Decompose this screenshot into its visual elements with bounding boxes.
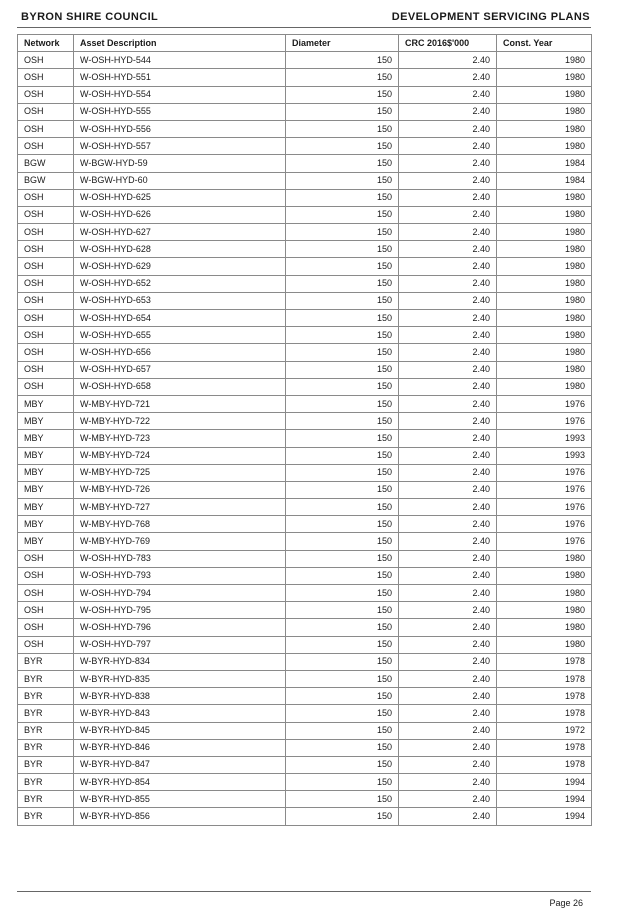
- cell-diameter: 150: [286, 499, 399, 516]
- cell-const-year: 1980: [497, 138, 592, 155]
- cell-diameter: 150: [286, 688, 399, 705]
- cell-asset-description: W-BYR-HYD-845: [74, 722, 286, 739]
- cell-network: OSH: [18, 103, 74, 120]
- table-row: [18, 756, 592, 773]
- cell-asset-description: W-MBY-HYD-721: [74, 395, 286, 412]
- cell-const-year: 1993: [497, 430, 592, 447]
- cell-network: OSH: [18, 327, 74, 344]
- cell-asset-description: W-BYR-HYD-856: [74, 808, 286, 825]
- table-row: [18, 275, 592, 292]
- table-row: [18, 670, 592, 687]
- cell-const-year: 1980: [497, 619, 592, 636]
- cell-asset-description: W-OSH-HYD-656: [74, 344, 286, 361]
- cell-crc: 2.40: [399, 636, 497, 653]
- cell-diameter: 150: [286, 413, 399, 430]
- page-header: [21, 9, 590, 25]
- table-row: [18, 155, 592, 172]
- cell-network: OSH: [18, 224, 74, 241]
- cell-diameter: 150: [286, 602, 399, 619]
- cell-network: OSH: [18, 69, 74, 86]
- cell-diameter: 150: [286, 670, 399, 687]
- cell-diameter: 150: [286, 447, 399, 464]
- cell-network: OSH: [18, 567, 74, 584]
- cell-const-year: 1994: [497, 808, 592, 825]
- cell-network: BYR: [18, 774, 74, 791]
- cell-const-year: 1980: [497, 103, 592, 120]
- cell-crc: 2.40: [399, 172, 497, 189]
- cell-const-year: 1980: [497, 344, 592, 361]
- cell-asset-description: W-BYR-HYD-847: [74, 756, 286, 773]
- cell-crc: 2.40: [399, 120, 497, 137]
- cell-crc: 2.40: [399, 86, 497, 103]
- cell-diameter: 150: [286, 774, 399, 791]
- cell-crc: 2.40: [399, 275, 497, 292]
- cell-const-year: 1984: [497, 155, 592, 172]
- table-row: [18, 585, 592, 602]
- cell-const-year: 1980: [497, 241, 592, 258]
- cell-network: BYR: [18, 688, 74, 705]
- cell-diameter: 150: [286, 585, 399, 602]
- cell-const-year: 1980: [497, 275, 592, 292]
- cell-diameter: 150: [286, 430, 399, 447]
- cell-const-year: 1976: [497, 464, 592, 481]
- cell-crc: 2.40: [399, 602, 497, 619]
- table-row: [18, 413, 592, 430]
- cell-const-year: 1980: [497, 585, 592, 602]
- cell-asset-description: W-OSH-HYD-654: [74, 310, 286, 327]
- cell-crc: 2.40: [399, 395, 497, 412]
- cell-const-year: 1976: [497, 499, 592, 516]
- footer-divider: [17, 891, 591, 892]
- cell-const-year: 1994: [497, 791, 592, 808]
- cell-network: OSH: [18, 120, 74, 137]
- cell-asset-description: W-OSH-HYD-653: [74, 292, 286, 309]
- cell-asset-description: W-OSH-HYD-628: [74, 241, 286, 258]
- table-row: [18, 378, 592, 395]
- cell-const-year: 1980: [497, 636, 592, 653]
- cell-network: OSH: [18, 602, 74, 619]
- cell-crc: 2.40: [399, 705, 497, 722]
- cell-asset-description: W-MBY-HYD-727: [74, 499, 286, 516]
- cell-const-year: 1980: [497, 292, 592, 309]
- cell-const-year: 1980: [497, 378, 592, 395]
- table-row: [18, 241, 592, 258]
- cell-const-year: 1978: [497, 688, 592, 705]
- cell-const-year: 1980: [497, 52, 592, 69]
- cell-network: BYR: [18, 722, 74, 739]
- cell-asset-description: W-OSH-HYD-795: [74, 602, 286, 619]
- table-row: [18, 653, 592, 670]
- cell-asset-description: W-BYR-HYD-854: [74, 774, 286, 791]
- table-row: [18, 567, 592, 584]
- cell-const-year: 1976: [497, 413, 592, 430]
- cell-diameter: 150: [286, 327, 399, 344]
- table-row: [18, 344, 592, 361]
- cell-crc: 2.40: [399, 430, 497, 447]
- cell-crc: 2.40: [399, 533, 497, 550]
- cell-asset-description: W-BYR-HYD-838: [74, 688, 286, 705]
- cell-diameter: 150: [286, 481, 399, 498]
- table-row: [18, 516, 592, 533]
- cell-asset-description: W-MBY-HYD-726: [74, 481, 286, 498]
- cell-network: OSH: [18, 258, 74, 275]
- cell-diameter: 150: [286, 155, 399, 172]
- cell-const-year: 1980: [497, 258, 592, 275]
- cell-network: OSH: [18, 585, 74, 602]
- cell-crc: 2.40: [399, 653, 497, 670]
- cell-crc: 2.40: [399, 791, 497, 808]
- header-divider: [17, 27, 591, 28]
- cell-network: MBY: [18, 464, 74, 481]
- cell-asset-description: W-OSH-HYD-551: [74, 69, 286, 86]
- table-row: [18, 120, 592, 137]
- cell-asset-description: W-OSH-HYD-555: [74, 103, 286, 120]
- cell-crc: 2.40: [399, 69, 497, 86]
- cell-crc: 2.40: [399, 413, 497, 430]
- cell-network: BGW: [18, 155, 74, 172]
- cell-network: BYR: [18, 705, 74, 722]
- table-row: [18, 172, 592, 189]
- table-row: [18, 464, 592, 481]
- cell-asset-description: W-BYR-HYD-834: [74, 653, 286, 670]
- cell-network: BYR: [18, 653, 74, 670]
- table-row: [18, 206, 592, 223]
- cell-diameter: 150: [286, 739, 399, 756]
- cell-network: MBY: [18, 533, 74, 550]
- cell-diameter: 150: [286, 705, 399, 722]
- cell-const-year: 1976: [497, 516, 592, 533]
- cell-const-year: 1980: [497, 361, 592, 378]
- cell-network: BYR: [18, 808, 74, 825]
- table-row: [18, 138, 592, 155]
- cell-network: MBY: [18, 516, 74, 533]
- cell-const-year: 1984: [497, 172, 592, 189]
- table-row: [18, 533, 592, 550]
- document-title: DEVELOPMENT SERVICING PLANS: [391, 11, 590, 23]
- cell-diameter: 150: [286, 120, 399, 137]
- cell-network: BYR: [18, 756, 74, 773]
- cell-const-year: 1980: [497, 310, 592, 327]
- cell-asset-description: W-BYR-HYD-846: [74, 739, 286, 756]
- cell-diameter: 150: [286, 241, 399, 258]
- cell-diameter: 150: [286, 172, 399, 189]
- cell-crc: 2.40: [399, 155, 497, 172]
- cell-asset-description: W-OSH-HYD-625: [74, 189, 286, 206]
- cell-crc: 2.40: [399, 688, 497, 705]
- cell-network: OSH: [18, 189, 74, 206]
- cell-diameter: 150: [286, 516, 399, 533]
- cell-diameter: 150: [286, 533, 399, 550]
- cell-const-year: 1978: [497, 756, 592, 773]
- cell-network: MBY: [18, 395, 74, 412]
- cell-crc: 2.40: [399, 344, 497, 361]
- cell-network: BGW: [18, 172, 74, 189]
- cell-asset-description: W-MBY-HYD-725: [74, 464, 286, 481]
- cell-network: MBY: [18, 430, 74, 447]
- cell-asset-description: W-OSH-HYD-796: [74, 619, 286, 636]
- cell-const-year: 1980: [497, 120, 592, 137]
- table-row: [18, 327, 592, 344]
- cell-diameter: 150: [286, 224, 399, 241]
- cell-asset-description: W-OSH-HYD-783: [74, 550, 286, 567]
- table-header-row: [18, 35, 592, 52]
- table-row: [18, 395, 592, 412]
- cell-const-year: 1976: [497, 533, 592, 550]
- cell-diameter: 150: [286, 653, 399, 670]
- table-body: [18, 52, 592, 825]
- cell-crc: 2.40: [399, 378, 497, 395]
- cell-diameter: 150: [286, 103, 399, 120]
- table-row: [18, 739, 592, 756]
- cell-network: OSH: [18, 275, 74, 292]
- table-row: [18, 499, 592, 516]
- cell-asset-description: W-MBY-HYD-724: [74, 447, 286, 464]
- cell-asset-description: W-OSH-HYD-544: [74, 52, 286, 69]
- cell-network: MBY: [18, 499, 74, 516]
- column-header-network: Network: [18, 35, 74, 52]
- cell-const-year: 1980: [497, 224, 592, 241]
- cell-network: BYR: [18, 739, 74, 756]
- cell-diameter: 150: [286, 756, 399, 773]
- column-header-diameter: Diameter: [286, 35, 399, 52]
- cell-asset-description: W-BYR-HYD-855: [74, 791, 286, 808]
- cell-network: OSH: [18, 636, 74, 653]
- table-row: [18, 636, 592, 653]
- cell-crc: 2.40: [399, 258, 497, 275]
- cell-diameter: 150: [286, 292, 399, 309]
- cell-crc: 2.40: [399, 739, 497, 756]
- cell-asset-description: W-OSH-HYD-626: [74, 206, 286, 223]
- cell-network: OSH: [18, 241, 74, 258]
- cell-const-year: 1978: [497, 739, 592, 756]
- table-row: [18, 103, 592, 120]
- cell-asset-description: W-OSH-HYD-655: [74, 327, 286, 344]
- table-row: [18, 258, 592, 275]
- cell-asset-description: W-OSH-HYD-629: [74, 258, 286, 275]
- cell-network: OSH: [18, 292, 74, 309]
- cell-const-year: 1980: [497, 86, 592, 103]
- cell-crc: 2.40: [399, 310, 497, 327]
- cell-network: OSH: [18, 361, 74, 378]
- cell-crc: 2.40: [399, 206, 497, 223]
- cell-diameter: 150: [286, 378, 399, 395]
- table-row: [18, 550, 592, 567]
- cell-diameter: 150: [286, 791, 399, 808]
- table-row: [18, 189, 592, 206]
- cell-diameter: 150: [286, 310, 399, 327]
- cell-asset-description: W-BGW-HYD-59: [74, 155, 286, 172]
- cell-asset-description: W-OSH-HYD-794: [74, 585, 286, 602]
- cell-network: MBY: [18, 447, 74, 464]
- cell-diameter: 150: [286, 258, 399, 275]
- cell-diameter: 150: [286, 808, 399, 825]
- council-name: BYRON SHIRE COUNCIL: [21, 11, 159, 23]
- cell-network: OSH: [18, 52, 74, 69]
- cell-crc: 2.40: [399, 189, 497, 206]
- cell-asset-description: W-OSH-HYD-627: [74, 224, 286, 241]
- cell-diameter: 150: [286, 722, 399, 739]
- cell-diameter: 150: [286, 361, 399, 378]
- table-row: [18, 292, 592, 309]
- cell-asset-description: W-BGW-HYD-60: [74, 172, 286, 189]
- cell-diameter: 150: [286, 52, 399, 69]
- cell-network: BYR: [18, 670, 74, 687]
- cell-diameter: 150: [286, 550, 399, 567]
- cell-crc: 2.40: [399, 756, 497, 773]
- table-row: [18, 602, 592, 619]
- table-row: [18, 310, 592, 327]
- cell-crc: 2.40: [399, 670, 497, 687]
- cell-const-year: 1980: [497, 189, 592, 206]
- table-row: [18, 361, 592, 378]
- cell-asset-description: W-MBY-HYD-769: [74, 533, 286, 550]
- cell-diameter: 150: [286, 464, 399, 481]
- cell-crc: 2.40: [399, 241, 497, 258]
- cell-diameter: 150: [286, 395, 399, 412]
- cell-crc: 2.40: [399, 567, 497, 584]
- cell-const-year: 1980: [497, 567, 592, 584]
- cell-asset-description: W-MBY-HYD-768: [74, 516, 286, 533]
- column-header-crc: CRC 2016$'000: [399, 35, 497, 52]
- cell-network: OSH: [18, 310, 74, 327]
- cell-crc: 2.40: [399, 499, 497, 516]
- cell-crc: 2.40: [399, 774, 497, 791]
- cell-network: MBY: [18, 481, 74, 498]
- cell-crc: 2.40: [399, 722, 497, 739]
- column-header-asset-description: Asset Description: [74, 35, 286, 52]
- cell-asset-description: W-MBY-HYD-722: [74, 413, 286, 430]
- cell-network: OSH: [18, 344, 74, 361]
- table-row: [18, 791, 592, 808]
- cell-asset-description: W-BYR-HYD-843: [74, 705, 286, 722]
- cell-const-year: 1980: [497, 550, 592, 567]
- cell-crc: 2.40: [399, 808, 497, 825]
- cell-crc: 2.40: [399, 516, 497, 533]
- cell-diameter: 150: [286, 275, 399, 292]
- cell-crc: 2.40: [399, 327, 497, 344]
- cell-const-year: 1993: [497, 447, 592, 464]
- table-row: [18, 52, 592, 69]
- column-header-const-year: Const. Year: [497, 35, 592, 52]
- page-number: Page 26: [549, 898, 583, 908]
- cell-asset-description: W-OSH-HYD-652: [74, 275, 286, 292]
- cell-diameter: 150: [286, 619, 399, 636]
- cell-network: OSH: [18, 550, 74, 567]
- cell-const-year: 1980: [497, 602, 592, 619]
- table-row: [18, 688, 592, 705]
- table-row: [18, 774, 592, 791]
- cell-asset-description: W-OSH-HYD-658: [74, 378, 286, 395]
- cell-const-year: 1980: [497, 327, 592, 344]
- table-row: [18, 69, 592, 86]
- table-row: [18, 86, 592, 103]
- asset-table: [17, 34, 592, 826]
- cell-crc: 2.40: [399, 585, 497, 602]
- table-row: [18, 447, 592, 464]
- cell-const-year: 1978: [497, 670, 592, 687]
- cell-crc: 2.40: [399, 481, 497, 498]
- cell-diameter: 150: [286, 567, 399, 584]
- table-row: [18, 481, 592, 498]
- cell-crc: 2.40: [399, 447, 497, 464]
- cell-crc: 2.40: [399, 464, 497, 481]
- cell-network: OSH: [18, 86, 74, 103]
- cell-asset-description: W-OSH-HYD-557: [74, 138, 286, 155]
- table-row: [18, 619, 592, 636]
- cell-crc: 2.40: [399, 361, 497, 378]
- cell-crc: 2.40: [399, 224, 497, 241]
- cell-crc: 2.40: [399, 619, 497, 636]
- cell-const-year: 1978: [497, 705, 592, 722]
- cell-crc: 2.40: [399, 103, 497, 120]
- cell-network: OSH: [18, 138, 74, 155]
- cell-asset-description: W-OSH-HYD-556: [74, 120, 286, 137]
- cell-const-year: 1976: [497, 481, 592, 498]
- cell-asset-description: W-BYR-HYD-835: [74, 670, 286, 687]
- cell-diameter: 150: [286, 138, 399, 155]
- cell-asset-description: W-OSH-HYD-797: [74, 636, 286, 653]
- cell-network: MBY: [18, 413, 74, 430]
- cell-diameter: 150: [286, 344, 399, 361]
- cell-const-year: 1972: [497, 722, 592, 739]
- cell-diameter: 150: [286, 189, 399, 206]
- cell-const-year: 1976: [497, 395, 592, 412]
- cell-asset-description: W-OSH-HYD-554: [74, 86, 286, 103]
- cell-crc: 2.40: [399, 292, 497, 309]
- table-row: [18, 430, 592, 447]
- cell-crc: 2.40: [399, 138, 497, 155]
- cell-const-year: 1980: [497, 69, 592, 86]
- cell-asset-description: W-OSH-HYD-793: [74, 567, 286, 584]
- cell-diameter: 150: [286, 636, 399, 653]
- table-row: [18, 722, 592, 739]
- cell-asset-description: W-OSH-HYD-657: [74, 361, 286, 378]
- cell-crc: 2.40: [399, 550, 497, 567]
- cell-network: BYR: [18, 791, 74, 808]
- table-row: [18, 705, 592, 722]
- cell-diameter: 150: [286, 69, 399, 86]
- cell-diameter: 150: [286, 86, 399, 103]
- cell-network: OSH: [18, 619, 74, 636]
- table-row: [18, 808, 592, 825]
- cell-const-year: 1980: [497, 206, 592, 223]
- cell-asset-description: W-MBY-HYD-723: [74, 430, 286, 447]
- cell-diameter: 150: [286, 206, 399, 223]
- cell-crc: 2.40: [399, 52, 497, 69]
- table-row: [18, 224, 592, 241]
- cell-const-year: 1978: [497, 653, 592, 670]
- cell-network: OSH: [18, 378, 74, 395]
- cell-network: OSH: [18, 206, 74, 223]
- cell-const-year: 1994: [497, 774, 592, 791]
